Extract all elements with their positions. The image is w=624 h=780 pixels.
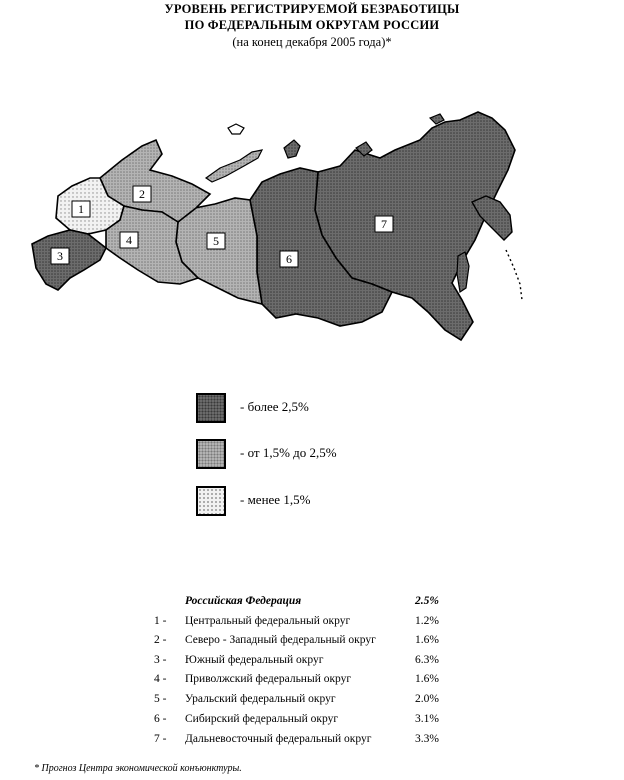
legend-swatch-mid <box>196 439 226 469</box>
row-value: 1.6% <box>415 673 439 685</box>
row-number: 3 - <box>154 654 167 666</box>
region-label-5 <box>207 233 225 249</box>
total-name: Российская Федерация <box>185 595 302 607</box>
map-title-line2: ПО ФЕДЕРАЛЬНЫМ ОКРУГАМ РОССИИ <box>184 18 440 32</box>
table-row <box>0 693 624 711</box>
legend-label-low: - менее 1,5% <box>240 492 311 507</box>
row-value: 3.1% <box>415 713 439 725</box>
legend-label-high: - более 2,5% <box>240 399 309 414</box>
region-label-3 <box>51 248 69 264</box>
table-row <box>0 673 624 691</box>
row-number: 1 - <box>154 615 167 627</box>
map-subtitle: (на конец декабря 2005 года)* <box>232 35 392 49</box>
row-number: 4 - <box>154 673 167 685</box>
svg-text:1: 1 <box>78 202 84 216</box>
table-row <box>0 713 624 731</box>
row-number: 2 - <box>154 634 167 646</box>
row-value: 1.2% <box>415 615 439 627</box>
row-district: Дальневосточный федеральный округ <box>185 733 372 745</box>
row-value: 3.3% <box>415 733 439 745</box>
row-value: 6.3% <box>415 654 439 666</box>
legend-swatch-high <box>196 393 226 423</box>
row-district: Северо - Западный федеральный округ <box>185 634 376 646</box>
table-row <box>0 733 624 751</box>
legend-label-mid: - от 1,5% до 2,5% <box>240 445 337 460</box>
region-label-7 <box>375 216 393 232</box>
legend-swatch-low <box>196 486 226 516</box>
footnote: * Прогноз Центра экономической конъюнктуры. <box>34 763 242 774</box>
total-value: 2.5% <box>415 595 439 607</box>
svg-text:7: 7 <box>381 217 387 231</box>
region-label-2 <box>133 186 151 202</box>
row-value: 2.0% <box>415 693 439 705</box>
row-district: Сибирский федеральный округ <box>185 713 339 725</box>
svg-text:4: 4 <box>126 233 132 247</box>
table-row <box>0 615 624 633</box>
table-row-total <box>0 595 624 613</box>
svg-text:2: 2 <box>139 187 145 201</box>
region-label-6 <box>280 251 298 267</box>
region-label-1 <box>72 201 90 217</box>
row-district: Южный федеральный округ <box>185 654 324 666</box>
region-label-4 <box>120 232 138 248</box>
svg-text:3: 3 <box>57 249 63 263</box>
map-title-line1: УРОВЕНЬ РЕГИСТРИРУЕМОЙ БЕЗРАБОТИЦЫ <box>164 2 460 16</box>
row-number: 7 - <box>154 733 167 745</box>
svg-text:6: 6 <box>286 252 292 266</box>
row-number: 6 - <box>154 713 167 725</box>
row-value: 1.6% <box>415 634 439 646</box>
row-number: 5 - <box>154 693 167 705</box>
row-district: Центральный федеральный округ <box>185 615 351 627</box>
row-district: Уральский федеральный округ <box>185 693 336 705</box>
table-row <box>0 634 624 652</box>
row-district: Приволжский федеральный округ <box>185 673 352 685</box>
table-row <box>0 654 624 672</box>
svg-text:5: 5 <box>213 234 219 248</box>
